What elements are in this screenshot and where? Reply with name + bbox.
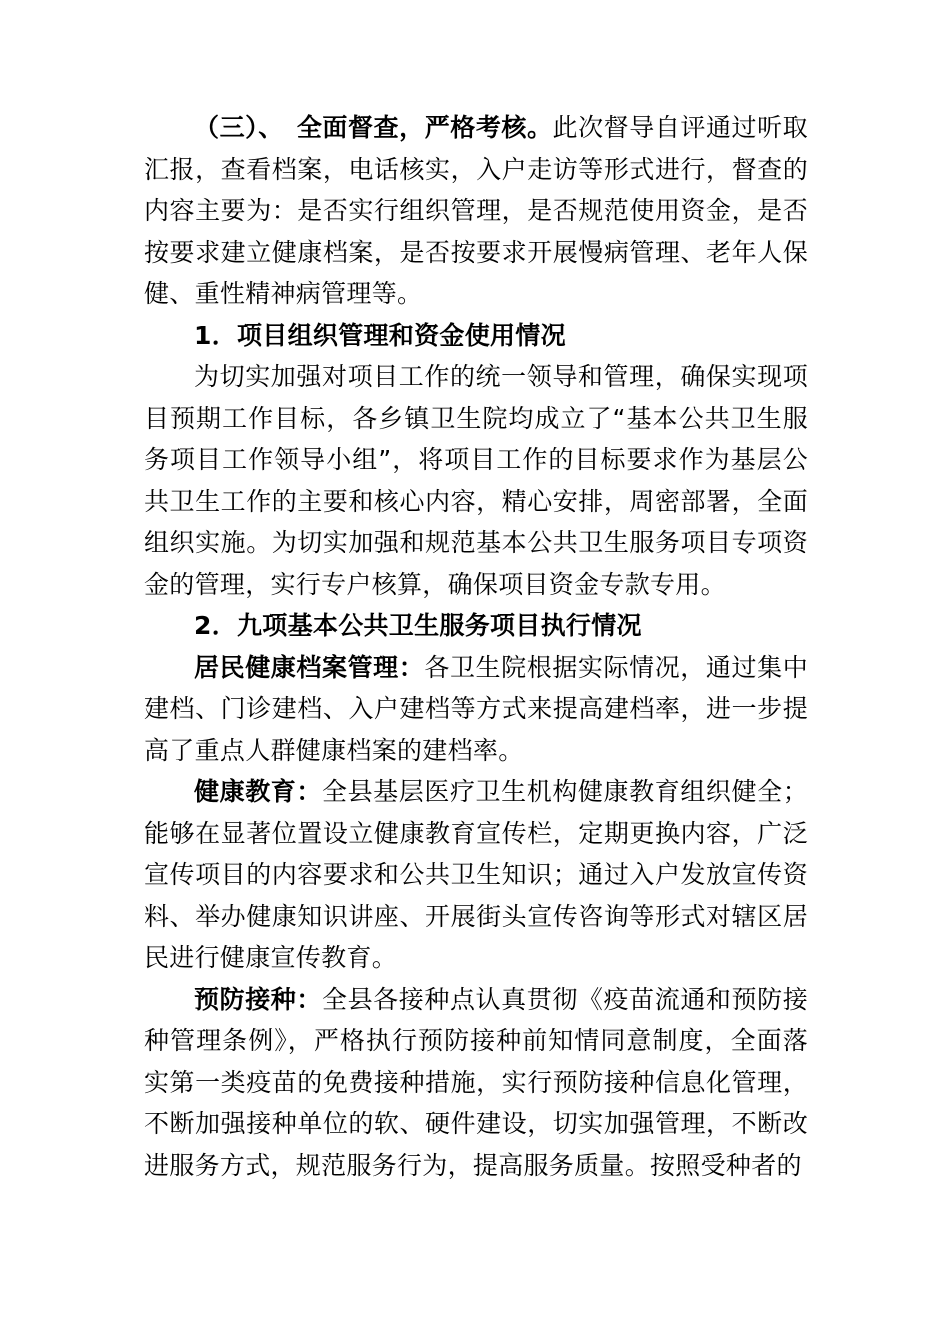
paragraph-organization-funds xyxy=(144,356,808,605)
section-heading-nine-projects: 2．九项基本公共卫生服务项目执行情况 xyxy=(194,611,642,640)
section-heading-organization-funds: 1．项目组织管理和资金使用情况 xyxy=(194,320,566,350)
paragraph-text: 此次督导自评通过听取汇报，查看档案，电话核实，入户走访等形式进行，督查的内容主要为：是否实行组织管理，是否规范使用资金，是否按要求建立健康档案，是否按要求开展慢病管理、老年人保健、重性精神病管理等。 xyxy=(144,113,808,308)
paragraph-supervision xyxy=(144,107,808,315)
paragraph-health-education xyxy=(144,771,808,979)
paragraph-text: 全县各接种点认真贯彻《疫苗流通和预防接种管理条例》，严格执行预防接种前知情同意制度，全面落实第一类疫苗的免费接种措施，实行预防接种信息化管理，不断加强接种单位的软、硬件建设，切实加强管理，不断改进服务方式，规范服务行为，提高服务质量。按照受种者的 xyxy=(144,984,808,1180)
document-body xyxy=(144,107,808,1186)
paragraph-text: 各卫生院根据实际情况，通过集中建档、门诊建档、入户建档等方式来提高建档率，进一步提高了重点人群健康档案的建档率。 xyxy=(144,652,808,765)
paragraph-lead: 预防接种： xyxy=(194,984,322,1014)
paragraph-text: 全县基层医疗卫生机构健康教育组织健全；能够在显著位置设立健康教育宣传栏，定期更换内容，广泛宣传项目的内容要求和公共卫生知识；通过入户发放宣传资料、举办健康知识讲座、开展街头宣传咨询等形式对辖区居民进行健康宣传教育。 xyxy=(144,777,808,972)
paragraph-health-records xyxy=(144,647,808,772)
paragraph-lead: 居民健康档案管理： xyxy=(194,652,425,682)
paragraph-vaccination xyxy=(144,979,808,1187)
paragraph-lead: 健康教育： xyxy=(194,777,322,806)
paragraph-lead: （三）、 全面督查，严格考核。 xyxy=(194,113,553,142)
paragraph-text: 为切实加强对项目工作的统一领导和管理，确保实现项目预期工作目标，各乡镇卫生院均成立了“基本公共卫生服务项目工作领导小组”，将项目工作的目标要求作为基层公共卫生工作的主要和核心内容，精心安排，周密部署，全面组织实施。为切实加强和规范基本公共卫生服务项目专项资金的管理，实行专户核算，确保项目资金专款专用。 xyxy=(144,362,808,599)
